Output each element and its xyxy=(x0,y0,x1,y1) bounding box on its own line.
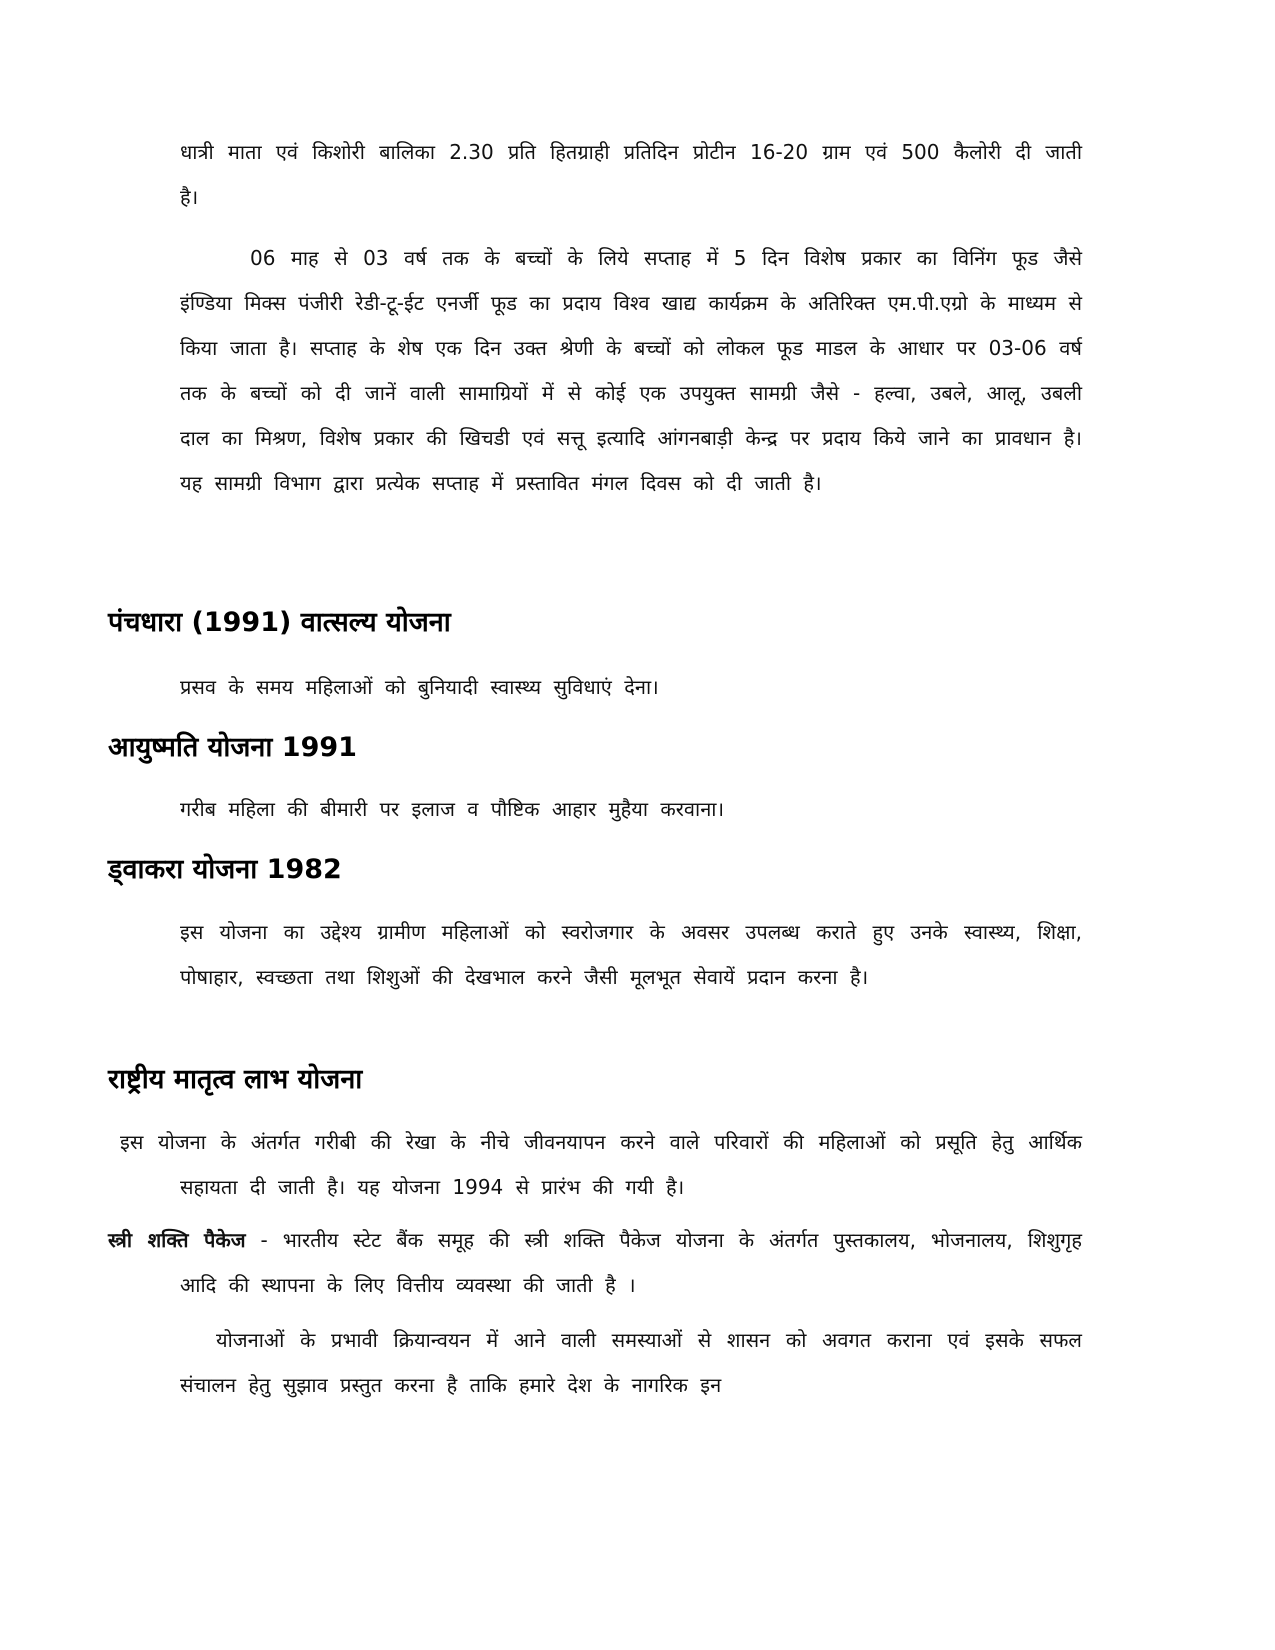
heading-ayushmati-scheme: आयुष्मति योजना 1991 xyxy=(108,732,357,763)
paragraph-maternity-benefit-desc: इस योजना के अंतर्गत गरीबी की रेखा के नीचे जीवनयापन करने वाले परिवारों की महिलाओं को प्रसूति हेतु आर्थिक सहायता दी जाती है। यह योजना 1994 से प्रारंभ की गयी है। xyxy=(120,1130,1082,1199)
paragraph-stree-shakti xyxy=(108,1218,1082,1308)
paragraph-nutrition-mothers: धात्री माता एवं किशोरी बालिका 2.30 प्रति हितग्राही प्रतिदिन प्रोटीन 16-20 ग्राम एवं 500 कैलोरी दी जाती है। xyxy=(180,140,1082,209)
heading-panchdhara-scheme: पंचधारा (1991) वात्सल्य योजना xyxy=(108,607,451,638)
paragraph-ayushmati-desc: गरीब महिला की बीमारी पर इलाज व पौष्टिक आहार मुहैया करवाना। xyxy=(180,797,725,821)
heading-dwcra-scheme: ड्वाकरा योजना 1982 xyxy=(108,854,342,885)
stree-shakti-label: स्त्री शक्ति पैकेज xyxy=(108,1228,246,1252)
paragraph-weaning-food: 06 माह से 03 वर्ष तक के बच्चों के लिये सप्ताह में 5 दिन विशेष प्रकार का विनिंग फूड जैसे इंण्डिया मिक्स पंजीरी रेडी-टू-ईट एनर्जी फूड का प्रदाय विश्व खाद्य कार्यक्रम के अतिरिक्त एम.पी.एग्रो के माध्यम से किया जाता है। सप्ताह के शेष एक दिन उक्त श्रेणी के बच्चों को लोकल फूड माडल के आधार पर 03-06 वर्ष तक के बच्चों को दी जानें वाली सामाग्रियों में से कोई एक उपयुक्त सामग्री जैसे - हल्वा, उबले, आलू, उबली दाल का मिश्रण, विशेष प्रकार की खिचडी एवं सत्तू इत्यादि आंगनबाड़ी केन्द्र पर प्रदाय किये जाने का प्रावधान है। यह सामग्री विभाग द्वारा प्रत्येक सप्ताह में प्रस्तावित मंगल दिवस को दी जाती है। xyxy=(180,246,1082,495)
paragraph-dwcra-desc: इस योजना का उद्देश्य ग्रामीण महिलाओं को स्वरोजगार के अवसर उपलब्ध कराते हुए उनके स्वास्थ्य, शिक्षा, पोषाहार, स्वच्छता तथा शिशुओं की देखभाल करने जैसी मूलभूत सेवायें प्रदान करना है। xyxy=(180,920,1082,989)
heading-maternity-benefit-scheme: राष्ट्रीय मातृत्व लाभ योजना xyxy=(108,1064,363,1095)
stree-shakti-text: - भारतीय स्टेट बैंक समूह की स्त्री शक्ति पैकेज योजना के अंतर्गत पुस्तकालय, भोजनालय, शिशुगृह आदि की स्थापना के लिए वित्तीय व्यवस्था की जाती है । xyxy=(180,1228,1082,1297)
paragraph-panchdhara-desc: प्रसव के समय महिलाओं को बुनियादी स्वास्थ्य सुविधाएं देना। xyxy=(180,675,659,699)
paragraph-conclusion: योजनाओं के प्रभावी क्रियान्वयन में आने वाली समस्याओं से शासन को अवगत कराना एवं इसके सफल संचालन हेतु सुझाव प्रस्तुत करना है ताकि हमारे देश के नागरिक इन xyxy=(180,1328,1082,1397)
